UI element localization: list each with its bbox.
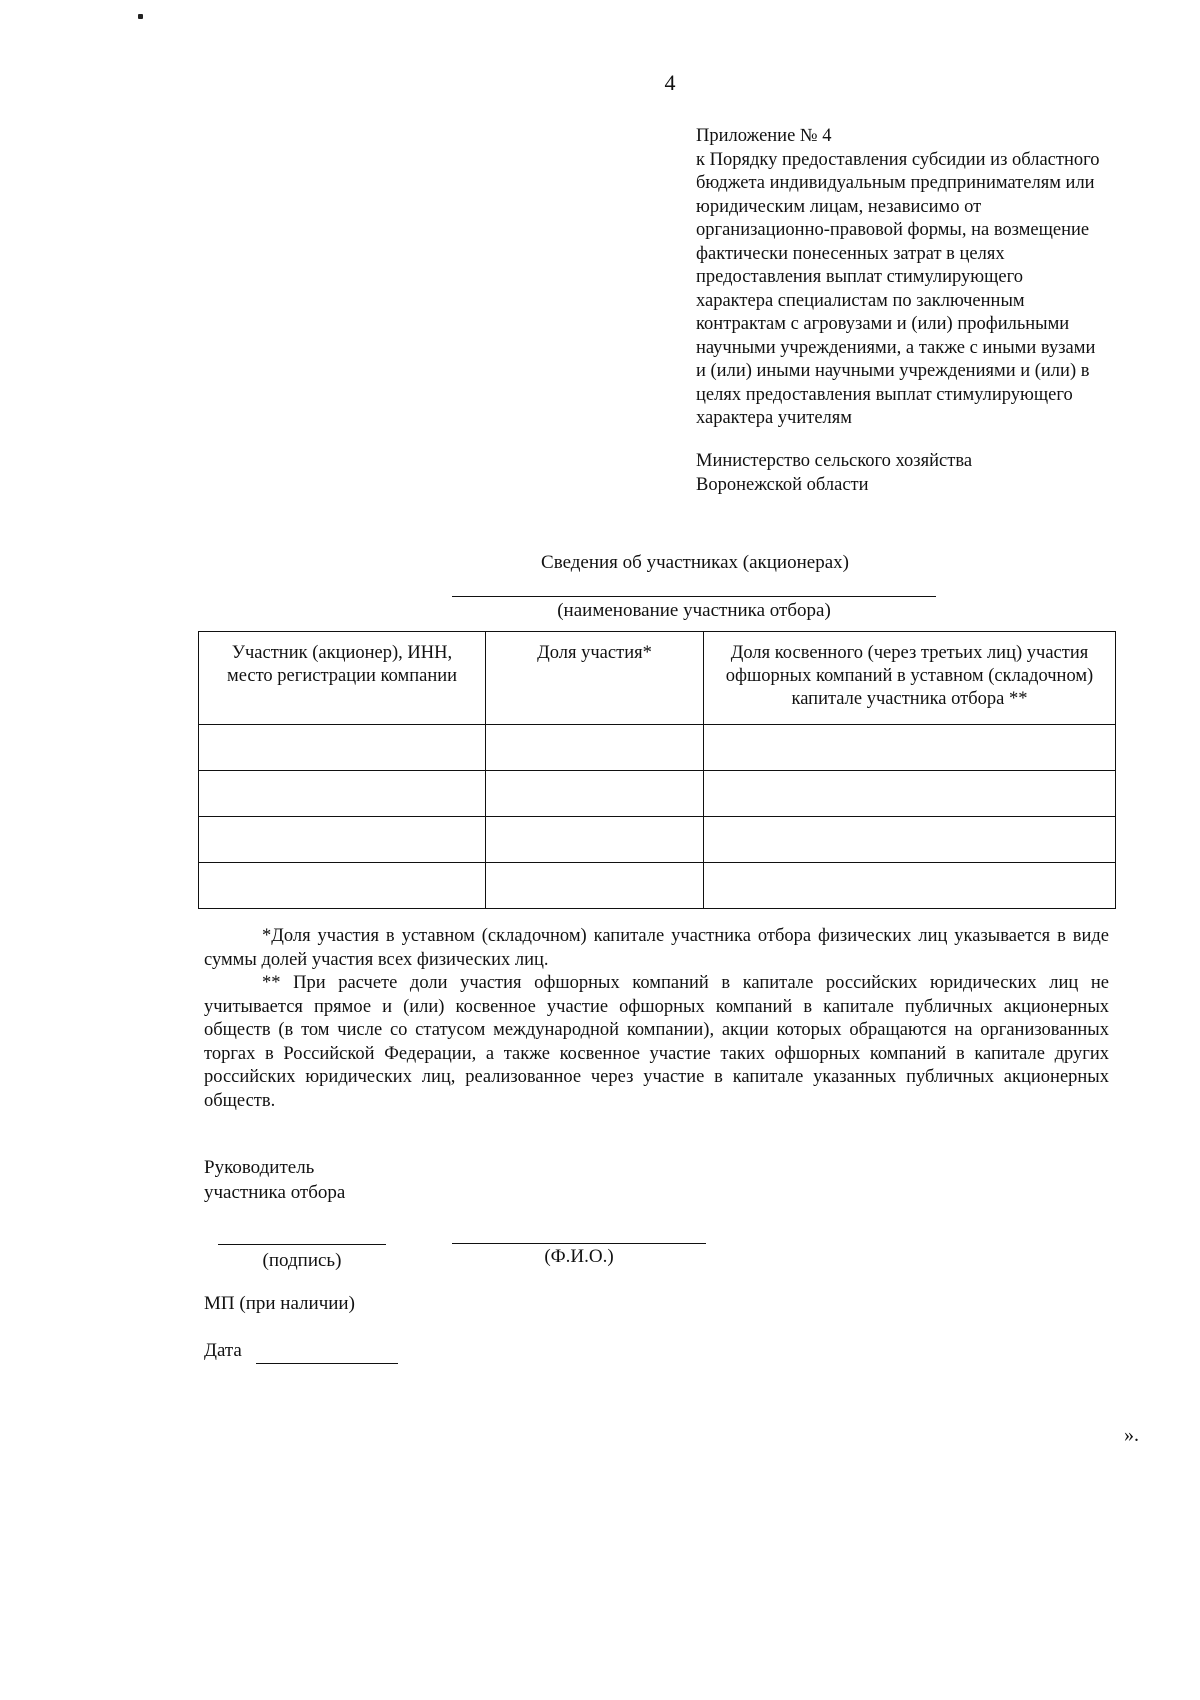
participant-name-caption: (наименование участника отбора) [557,600,831,621]
ministry-line: Воронежской области [696,474,869,495]
appendix-line: юридическим лицам, независимо от [696,196,982,217]
head-of-participant-label [204,1155,345,1205]
table-cell[interactable] [704,771,1116,817]
footnote-offshore: ** При расчете доли участия офшорных компаний в капитале российских юридических лиц не учитывается прямое и (или) косвенное участие офшорных компаний в капитале публичных акционерных обществ (в том числе со статусом международной компании), акции которых обращаются на организованных торгах в Российской Федерации, а также косвенное участие таких офшорных компаний в капитале других российских юридических лиц, реализованное через участие в капитале указанных публичных акционерных обществ. [204,973,1109,1111]
appendix-line: целях предоставления выплат стимулирующего [696,384,1073,405]
table-cell[interactable] [199,817,486,863]
appendix-line: фактически понесенных затрат в целях [696,243,1005,264]
table-row [199,771,1116,817]
table-cell[interactable] [704,725,1116,771]
table-cell[interactable] [486,863,704,909]
footnote-share: *Доля участия в уставном (складочном) капитале участника отбора физических лиц указывается в виде суммы долей участия всех физических лиц. [204,926,1109,970]
full-name-line [452,1243,706,1244]
table-cell[interactable] [704,817,1116,863]
table-cell[interactable] [199,771,486,817]
document-title: Сведения об участниках (акционерах) [541,552,849,573]
table-cell[interactable] [704,863,1116,909]
appendix-line: характера учителям [696,408,853,428]
appendix-heading [696,125,1156,431]
ministry-line: Министерство сельского хозяйства [696,451,973,471]
participant-name-line [452,596,936,597]
table-row [199,725,1116,771]
stamp-label: МП (при наличии) [204,1293,355,1314]
date-label: Дата [204,1340,242,1361]
head-line: Руководитель [204,1157,315,1178]
appendix-line: и (или) иными научными учреждениями и (или) в [696,361,1090,381]
page-number: 4 [664,70,676,95]
table-header-row [199,632,1116,725]
table-cell[interactable] [199,863,486,909]
table-row [199,863,1116,909]
table-cell[interactable] [486,771,704,817]
participants-table [198,631,1116,909]
header-offshore-share: Доля косвенного (через третьих лиц) участия офшорных компаний в уставном (складочном) капитале участника отбора ** [704,632,1116,725]
signature-caption: (подпись) [262,1250,342,1271]
appendix-line: предоставления выплат стимулирующего [696,267,1023,287]
appendix-line: организационно-правовой формы, на возмещение [696,220,1090,240]
full-name-caption: (Ф.И.О.) [544,1246,614,1267]
head-line: участника отбора [204,1182,346,1203]
appendix-line: контрактам с агровузами и (или) профильными [696,314,1070,334]
appendix-line: к Порядку предоставления субсидии из областного [696,149,1100,170]
table-cell[interactable] [199,725,486,771]
appendix-line: научными учреждениями, а также с иными вузами [696,337,1096,358]
footnotes [204,925,1109,1113]
table-cell[interactable] [486,725,704,771]
appendix-line: Приложение № 4 [696,126,832,146]
signature-line [218,1244,386,1245]
appendix-line: характера специалистам по заключенным [696,290,1025,311]
table-cell[interactable] [486,817,704,863]
date-line [256,1363,398,1364]
closing-quote-mark: ». [1124,1424,1139,1446]
table-row [199,817,1116,863]
scan-dot [138,14,143,19]
header-share: Доля участия* [486,632,704,725]
appendix-line: бюджета индивидуальным предпринимателям или [696,173,1095,193]
ministry-addressee [696,450,1156,497]
header-participant: Участник (акционер), ИНН, место регистрации компании [199,632,486,725]
